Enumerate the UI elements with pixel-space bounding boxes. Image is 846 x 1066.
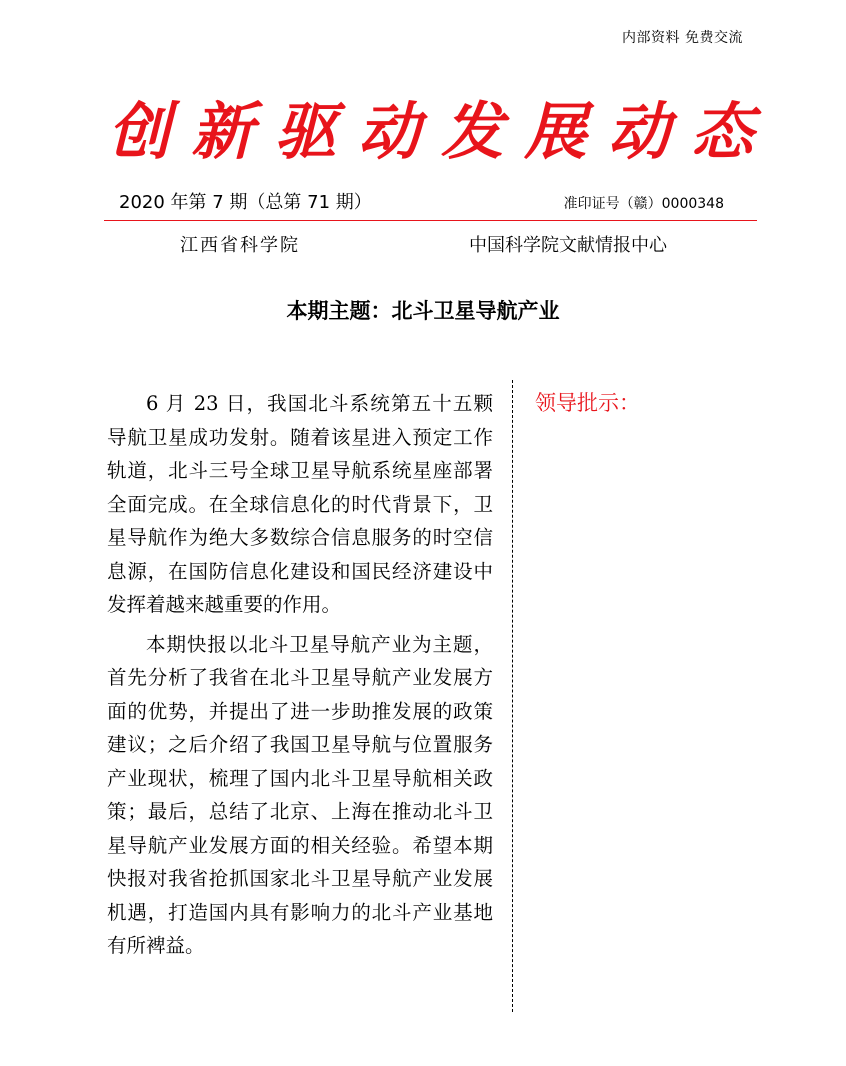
- masthead-char: 驱: [274, 95, 337, 168]
- issue-row: [119, 188, 724, 214]
- body-paragraph: 6 月 23 日，我国北斗系统第五十五颗导航卫星成功发射。随着该星进入预定工作轨道，北斗三号全球卫星导航系统星座部署全面完成。在全球信息化的时代背景下，卫星导航作为绝大多数综合信息服务的时空信息源，在国防信息化建设和国民经济建设中发挥着越来越重要的作用。: [107, 392, 493, 616]
- masthead-char: 创: [108, 95, 171, 168]
- masthead-char: 动: [607, 95, 670, 168]
- issue-number: 2020 年第 7 期（总第 71 期）: [119, 192, 372, 213]
- header-rule: [104, 220, 757, 221]
- column-divider: [512, 380, 513, 1012]
- publisher-right: 中国科学院文献情报中心: [469, 235, 667, 256]
- permit-number: 准印证号（赣）0000348: [563, 196, 724, 212]
- masthead-char: 新: [191, 95, 254, 168]
- main-body: [107, 387, 493, 969]
- issue-theme: 本期主题：北斗卫星导航产业: [286, 299, 560, 323]
- masthead-char: 动: [357, 95, 420, 168]
- masthead-title: [108, 90, 753, 174]
- publisher-left: 江西省科学院: [180, 235, 300, 256]
- leader-comment-label: 领导批示：: [535, 391, 640, 415]
- masthead-char: 发: [441, 95, 504, 168]
- body-paragraph: 本期快报以北斗卫星导航产业为主题，首先分析了我省在北斗卫星导航产业发展方面的优势，并提出了进一步助推发展的政策建议；之后介绍了我国卫星导航与位置服务产业现状，梳理了国内北斗卫星导航相关政策；最后，总结了北京、上海在推动北斗卫星导航产业发展方面的相关经验。希望本期快报对我省抢抓国家北斗卫星导航产业发展机遇，打造国内具有影响力的北斗产业基地有所裨益。: [107, 632, 493, 957]
- masthead-char: 展: [524, 95, 587, 168]
- distribution-note: 内部资料 免费交流: [622, 30, 743, 46]
- masthead-char: 态: [690, 95, 753, 168]
